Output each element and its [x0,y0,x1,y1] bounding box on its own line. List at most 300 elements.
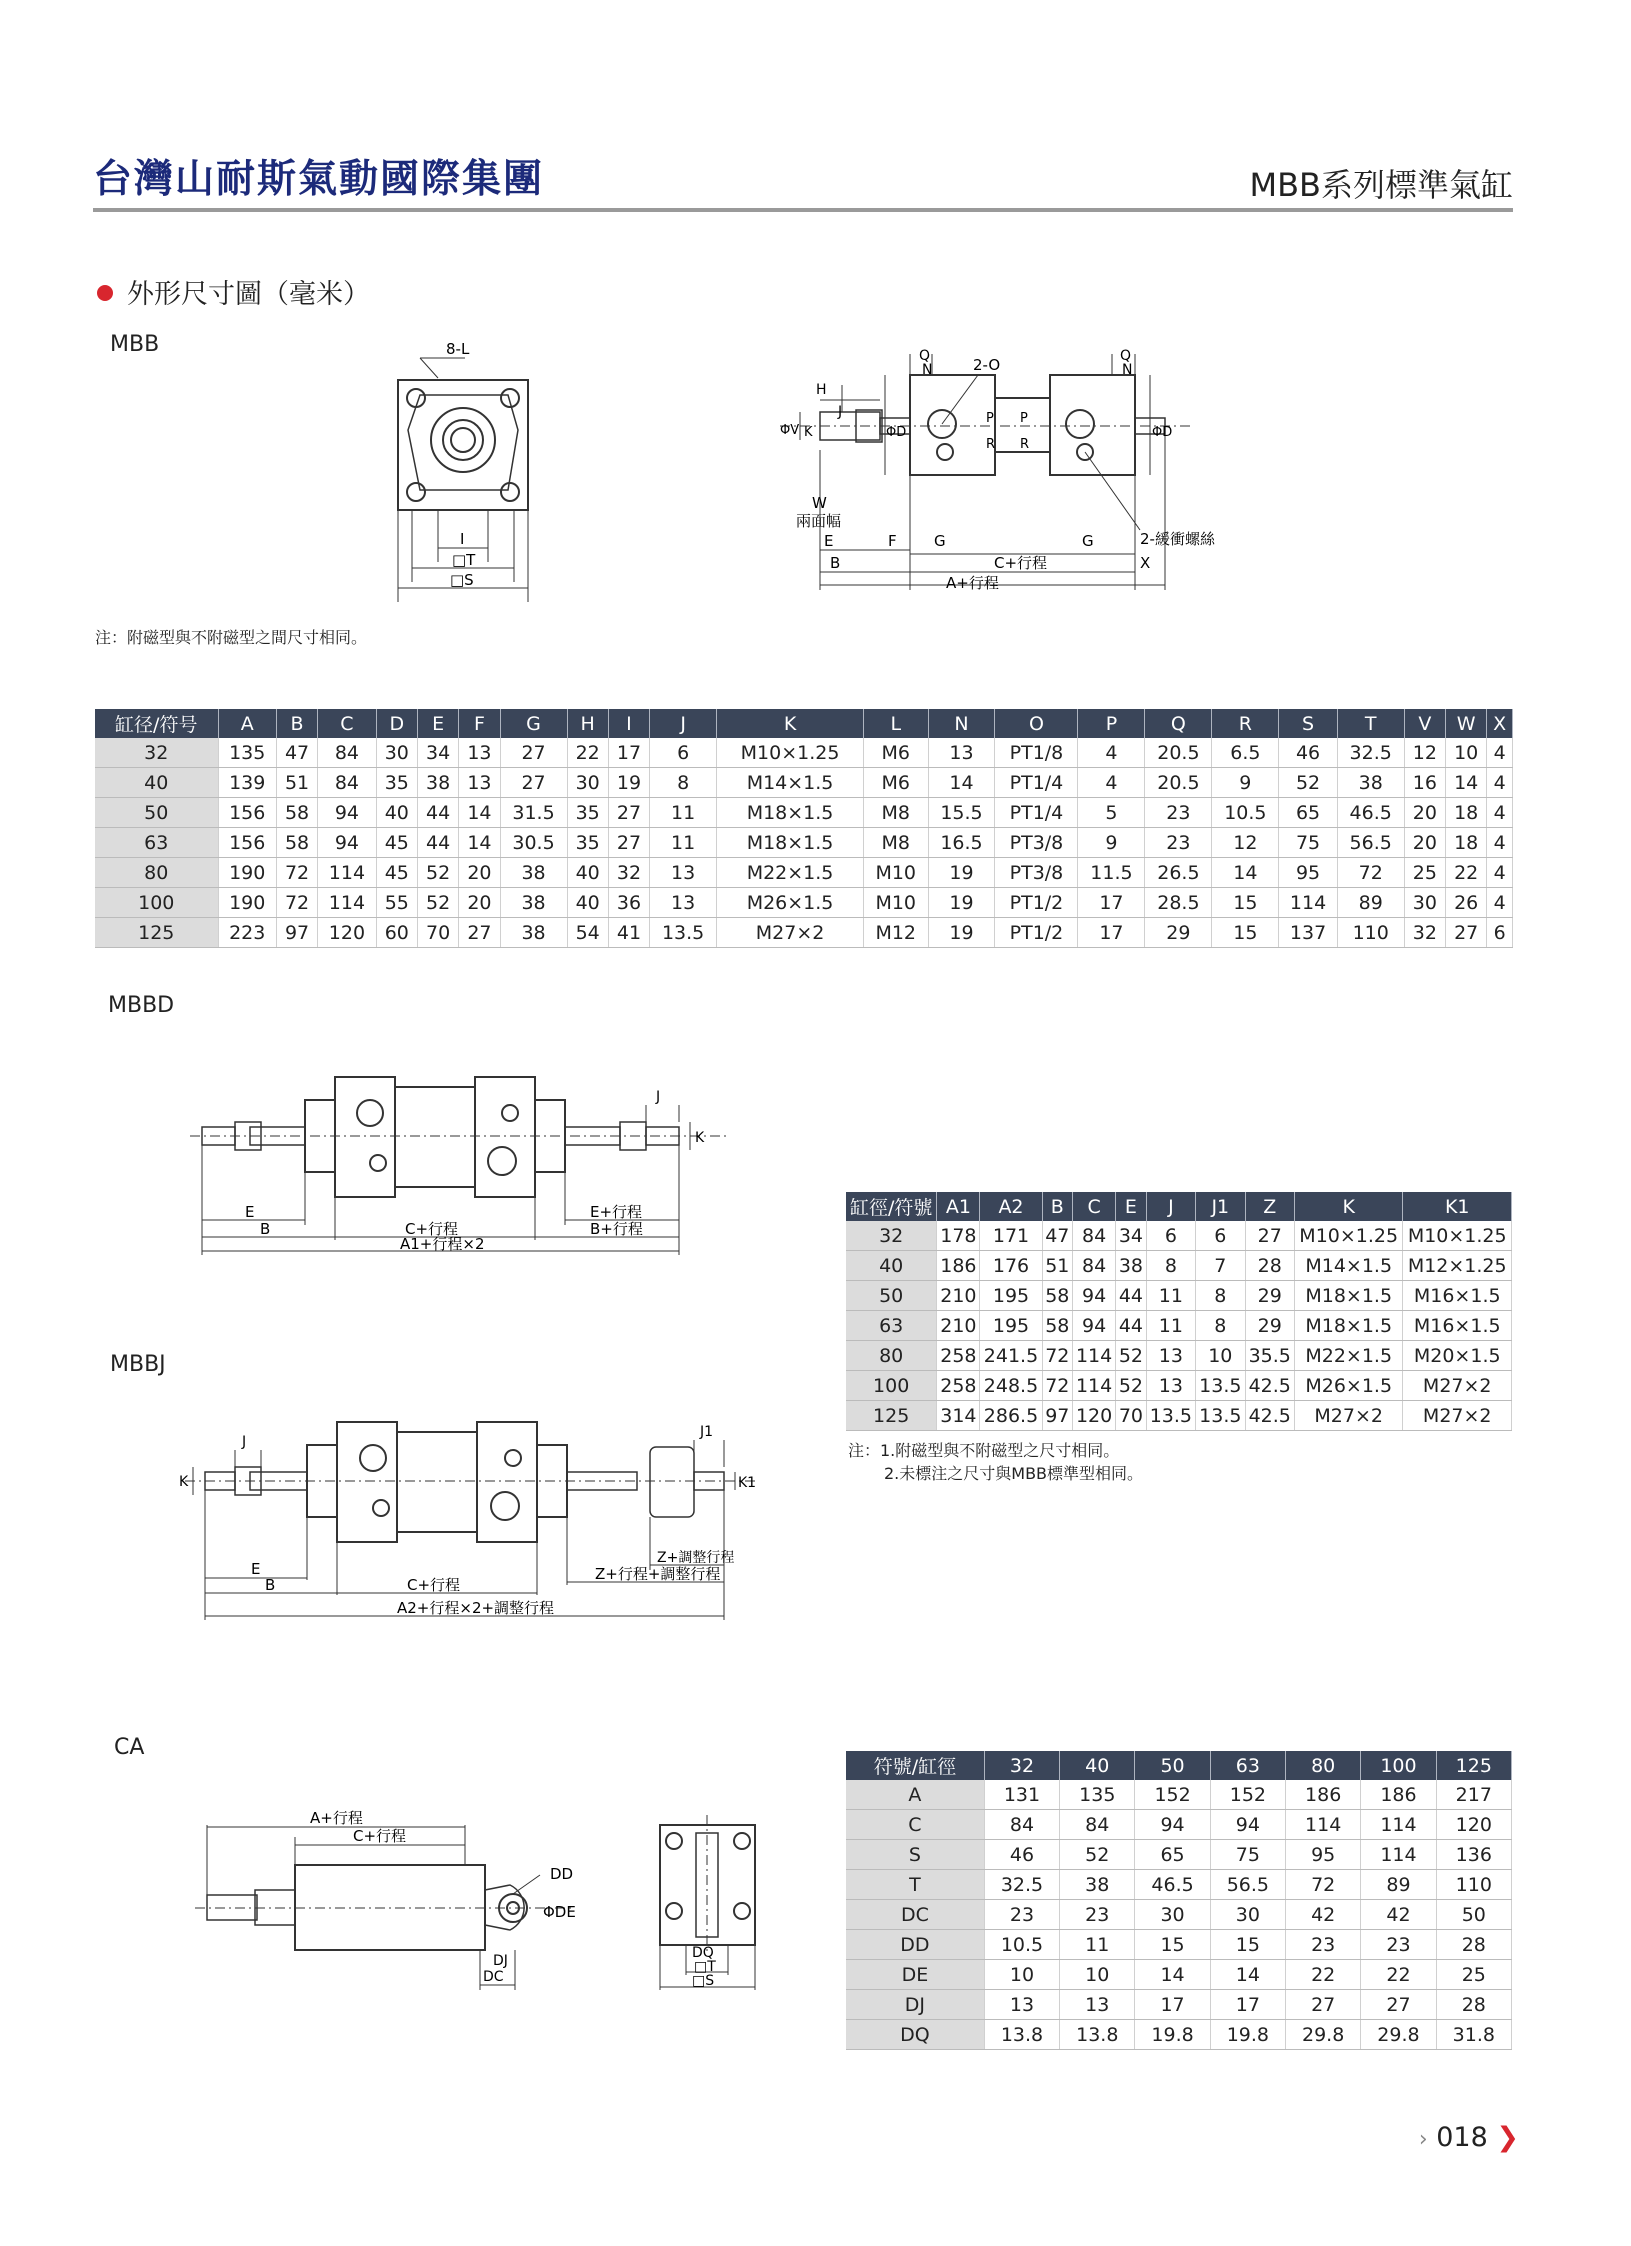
mbb-table-header-cell: I [608,709,649,738]
mbbd-table-cell: 34 [1116,1221,1147,1251]
mbb-table-cell: 13 [650,888,717,918]
mbb-table-cell: 14 [459,828,500,858]
dim-h: H [816,382,827,398]
mbb-table-cell: 32.5 [1337,738,1404,768]
ca-table-cell: 94 [1135,1810,1210,1840]
mbb-table-cell: 17 [1078,888,1145,918]
mbb-table-header-cell: C [318,709,376,738]
ca-table-cell: 10 [984,1960,1059,1990]
company-name: 台灣山耐斯氣動國際集團 [93,157,545,202]
ca-table-cell: DQ [846,2020,984,2050]
ca-table-cell: DE [846,1960,984,1990]
mbb-table-cell: 50 [95,798,218,828]
ca-table-cell: 13.8 [984,2020,1059,2050]
mbbd-table-cell: 8 [1196,1311,1245,1341]
mbb-table-cell: 19 [928,888,995,918]
mbb-table-cell: 8 [650,768,717,798]
mbb-table-cell: 4 [1487,738,1513,768]
ca-table-row [846,1810,1512,1840]
ca-table-cell: 14 [1210,1960,1285,1990]
mbb-table-cell: 17 [1078,918,1145,948]
mbb-table-header-cell: A [218,709,276,738]
mbbd-table-cell: 120 [1073,1401,1116,1431]
mbbd-table-cell: 186 [937,1251,980,1281]
mbbd-table-cell: 195 [980,1311,1042,1341]
ca-table-cell: 84 [1060,1810,1135,1840]
mbb-table-cell: 63 [95,828,218,858]
mbbd-table-cell: 70 [1116,1401,1147,1431]
ca-table-cell: 152 [1210,1780,1285,1810]
mbb-table-cell: 20.5 [1145,768,1212,798]
mbb-table-cell: 20 [459,858,500,888]
mbb-table-header-cell: B [276,709,317,738]
mbbd-table-cell: 42.5 [1245,1401,1294,1431]
mbbd-dim-e: E [245,1203,255,1221]
mbb-table-cell: M10 [864,888,929,918]
mbbd-table-cell: 286.5 [980,1401,1042,1431]
mbb-table-cell: 55 [376,888,417,918]
mbb-table-cell: 30.5 [500,828,567,858]
ca-table-header-cell: 32 [984,1751,1059,1780]
ca-dim-t: □T [694,1959,716,1975]
ca-dimension-table [846,1751,1512,2050]
dim-x: X [1140,554,1151,572]
mbb-table-cell: 223 [218,918,276,948]
mbb-table-cell: 4 [1078,738,1145,768]
mbb-table-cell: M18×1.5 [717,828,864,858]
mbb-table-cell: 27 [500,768,567,798]
dim-a-stroke: A+行程 [946,574,999,592]
mbb-table-cell: 46.5 [1337,798,1404,828]
mbbd-dim-a1: A1+行程×2 [400,1235,485,1253]
mbb-table-cell: 13 [459,768,500,798]
ca-table-cell: 17 [1210,1990,1285,2020]
dim-g-rear: G [1082,532,1094,550]
port-rear [1066,410,1094,438]
mbbd-table-cell: 7 [1196,1251,1245,1281]
mbbj-label: MBBJ [110,1352,166,1377]
ca-table-cell: 217 [1436,1780,1511,1810]
section-title [97,272,370,311]
mbbd-table-cell: 72 [1042,1341,1073,1371]
chevron-right-icon: › [1418,2127,1428,2152]
ca-table-cell: 152 [1135,1780,1210,1810]
ca-table-cell: 13.8 [1060,2020,1135,2050]
mbb-table-header-cell: P [1078,709,1145,738]
mbb-table-header-cell: S [1279,709,1337,738]
arrow-right-icon: ❯ [1496,2122,1519,2153]
mbb-side-view [720,340,1240,600]
ca-dim-phide: ΦDE [543,1903,576,1921]
mbbd-table-cell: 44 [1116,1281,1147,1311]
ca-table-header-cell: 40 [1060,1751,1135,1780]
mbb-table-row [95,738,1513,768]
dim-p2: P [1020,411,1028,426]
mbb-table-cell: 80 [95,858,218,888]
mbbd-table-cell: 27 [1245,1221,1294,1251]
mbbj-drawing [179,1410,785,1625]
mbbd-table-cell: 125 [846,1401,937,1431]
mbb-table-cell: M12 [864,918,929,948]
mbb-table-cell: 114 [318,888,376,918]
dim-2o: 2-O [973,356,1001,374]
mbbd-table-cell: 63 [846,1311,937,1341]
mbb-table-cell: M6 [864,738,929,768]
ca-table-header-cell: 50 [1135,1751,1210,1780]
mbb-table-cell: 15 [1212,918,1279,948]
dim-c-stroke: C+行程 [994,554,1048,572]
mbb-table-cell: 11 [650,798,717,828]
mbbd-table-header-cell: C [1073,1192,1116,1221]
mbb-table-cell: 19 [928,858,995,888]
ca-table-cell: 46.5 [1135,1870,1210,1900]
mbbd-table-cell: 210 [937,1281,980,1311]
ca-table-cell: 110 [1436,1870,1511,1900]
mbbd-table-cell: 38 [1116,1251,1147,1281]
mbbd-table-cell: 258 [937,1341,980,1371]
mbb-table-header-cell: K [717,709,864,738]
mbb-table-header-cell: F [459,709,500,738]
mbb-table-cell: 190 [218,888,276,918]
mbbd-dim-b: B [260,1220,271,1238]
mbb-table-cell: 23 [1145,798,1212,828]
mbb-table-cell: 58 [276,798,317,828]
mbbd-table-cell: 178 [937,1221,980,1251]
ca-table-cell: 19.8 [1210,2020,1285,2050]
mbbd-table-cell: 84 [1073,1221,1116,1251]
mbbd-table-cell: 42.5 [1245,1371,1294,1401]
dim-phid-rear: ΦD [1152,425,1173,440]
ca-table-cell: 46 [984,1840,1059,1870]
mbb-table-header-cell: O [995,709,1078,738]
mbb-table-cell: 12 [1404,738,1445,768]
mbb-table-cell: 27 [608,828,649,858]
bullet-icon [97,285,113,301]
mbb-front-view [380,340,560,600]
ca-table-cell: 135 [1060,1780,1135,1810]
mbb-table-cell: 4 [1487,798,1513,828]
mbb-table-header-cell: V [1404,709,1445,738]
ca-table-header-cell: 符號/缸徑 [846,1751,984,1780]
ca-table-cell: 95 [1286,1840,1361,1870]
mbbd-note-2: 2.未標注之尺寸與MBB標準型相同。 [884,1464,1144,1483]
mbb-table-cell: 23 [1145,828,1212,858]
mbb-table-cell: 84 [318,738,376,768]
ca-table-cell: 23 [1060,1900,1135,1930]
ca-table-cell: 50 [1436,1900,1511,1930]
mbb-table-cell: 27 [500,738,567,768]
mbb-table-cell: 38 [417,768,458,798]
mbb-table-cell: 35 [567,798,608,828]
mbb-table-cell: 46 [1279,738,1337,768]
dim-e: E [824,532,834,550]
ca-table-cell: 15 [1135,1930,1210,1960]
ca-table-cell: 14 [1135,1960,1210,1990]
dim-r: R [986,437,996,452]
dim-phiv: ΦV [780,423,800,438]
mbbd-table-header-cell: A1 [937,1192,980,1221]
dim-i: I [460,530,465,548]
mbb-table-cell: 9 [1078,828,1145,858]
mbb-table-cell: 27 [1446,918,1487,948]
dim-r2: R [1020,437,1030,452]
mbb-table-header-cell: E [417,709,458,738]
mbb-table-cell: 10.5 [1212,798,1279,828]
dim-8l: 8-L [446,340,470,358]
mbbd-table-header-cell: K1 [1403,1192,1512,1221]
mbbd-table-row [846,1371,1512,1401]
mbbj-dim-k1: K1 [738,1475,757,1491]
mbbd-table-cell: 13.5 [1196,1371,1245,1401]
mbbd-table-cell: 11 [1146,1311,1195,1341]
ca-table-cell: 13 [984,1990,1059,2020]
mbb-table-cell: 45 [376,858,417,888]
ca-table-cell: 29.8 [1286,2020,1361,2050]
mbbd-front-cover [335,1077,395,1197]
mbb-table-header-cell: J [650,709,717,738]
floating-joint [650,1447,694,1517]
mbbd-table-cell: 94 [1073,1281,1116,1311]
ca-table-cell: 13 [1060,1990,1135,2020]
mbb-table-cell: 94 [318,798,376,828]
dim-phid: ΦD [886,425,907,440]
ca-table-cell: 15 [1210,1930,1285,1960]
mbb-table-cell: 40 [567,858,608,888]
mbb-table-cell: 6.5 [1212,738,1279,768]
mbbd-table-cell: 35.5 [1245,1341,1294,1371]
mbb-table-header-cell: D [376,709,417,738]
mbb-label: MBB [110,332,160,357]
mbb-table-cell: 110 [1337,918,1404,948]
ca-table-cell: DC [846,1900,984,1930]
mbb-table-cell: M22×1.5 [717,858,864,888]
mbb-table-cell: 60 [376,918,417,948]
mbbd-table-cell: 52 [1116,1341,1147,1371]
ca-table-cell: 27 [1361,1990,1436,2020]
mbb-table-cell: 72 [276,888,317,918]
ca-side-drawing [195,1805,615,1995]
ca-table-cell: 28 [1436,1990,1511,2020]
ca-table-cell: 131 [984,1780,1059,1810]
mbb-table-row [95,768,1513,798]
mbbd-table-header-cell: B [1042,1192,1073,1221]
mbb-table-cell: 10 [1446,738,1487,768]
mbbd-table-cell: 58 [1042,1311,1073,1341]
mbb-table-cell: 125 [95,918,218,948]
mbb-table-cell: 137 [1279,918,1337,948]
front-cover [910,375,995,475]
mbb-table-cell: 72 [1337,858,1404,888]
mbbd-table-cell: 58 [1042,1281,1073,1311]
mbbd-table-cell: M14×1.5 [1294,1251,1402,1281]
mbbd-table-cell: 29 [1245,1281,1294,1311]
mbbd-table-cell: 114 [1073,1341,1116,1371]
mbbd-table-row [846,1251,1512,1281]
ca-table-cell: 23 [1286,1930,1361,1960]
ca-table-cell: 186 [1361,1780,1436,1810]
mbb-table-cell: 26.5 [1145,858,1212,888]
ca-table-cell: 17 [1135,1990,1210,2020]
dim-b: B [830,554,841,572]
mbbd-table-cell: 6 [1146,1221,1195,1251]
mbb-table-cell: 13.5 [650,918,717,948]
mbb-table-cell: PT1/4 [995,768,1078,798]
ca-table-row [846,1780,1512,1810]
mbbd-table-cell: 258 [937,1371,980,1401]
mbb-table-cell: 51 [276,768,317,798]
section-title-text: 外形尺寸圖（毫米） [127,279,370,310]
mbbd-mbbj-table [846,1192,1512,1431]
ca-table-cell: 30 [1210,1900,1285,1930]
mbbd-table-cell: M16×1.5 [1403,1311,1512,1341]
mbbj-dim-e: E [251,1560,261,1578]
ca-dim-dc: DC [483,1969,504,1985]
page-number-text: 018 [1436,2122,1488,2153]
dim-j: J [838,404,843,420]
mbbd-table-cell: 100 [846,1371,937,1401]
dim-f: F [888,532,897,550]
ca-front-drawing [650,1815,770,1995]
mbb-table-cell: 27 [459,918,500,948]
ca-table-cell: 42 [1286,1900,1361,1930]
mbb-table-cell: 114 [318,858,376,888]
dim-k: K [804,425,813,440]
mbb-table-cell: 14 [1212,858,1279,888]
mbb-table-cell: 38 [500,858,567,888]
mbbd-table-cell: 32 [846,1221,937,1251]
mbb-table-cell: 12 [1212,828,1279,858]
dim-g: G [934,532,946,550]
mbbj-dim-z-stroke-adj: Z+行程+調整行程 [595,1565,721,1583]
mbb-table-cell: 35 [567,828,608,858]
mbb-table-row [95,888,1513,918]
mbbd-table-cell: 248.5 [980,1371,1042,1401]
mbbd-table-cell: M10×1.25 [1403,1221,1512,1251]
bore-inner [443,420,483,460]
mbbd-table-cell: 8 [1146,1251,1195,1281]
mbbd-table-cell: 210 [937,1311,980,1341]
mbb-table-cell: 139 [218,768,276,798]
mbbd-table-cell: M18×1.5 [1294,1311,1402,1341]
mbbd-dim-b-stroke: B+行程 [590,1220,643,1238]
mbbj-dim-a2: A2+行程×2+調整行程 [397,1599,555,1617]
mbb-table-row [95,798,1513,828]
mbb-table-cell: 13 [928,738,995,768]
mbb-table-row [95,858,1513,888]
rod-circle [451,428,475,452]
header-divider [93,208,1513,212]
mbb-table-cell: 54 [567,918,608,948]
ca-table-row [846,1960,1512,1990]
ca-table-cell: 186 [1286,1780,1361,1810]
mbbj-dim-c-stroke: C+行程 [407,1576,461,1594]
ca-table-cell: 84 [984,1810,1059,1840]
mbb-table-cell: 58 [276,828,317,858]
mbbd-table-cell: 13.5 [1196,1401,1245,1431]
mbb-table-header-cell: Q [1145,709,1212,738]
mbb-table-cell: 14 [928,768,995,798]
mbb-table-cell: 89 [1337,888,1404,918]
mbb-table-cell: 20 [1404,798,1445,828]
ca-dim-s: □S [692,1973,715,1989]
mbb-table-cell: 19 [608,768,649,798]
mbbd-table-cell: M18×1.5 [1294,1281,1402,1311]
mbbd-table-cell: 50 [846,1281,937,1311]
mbb-table-cell: 44 [417,828,458,858]
mbb-table-cell: 20 [459,888,500,918]
mbb-table-cell: 20.5 [1145,738,1212,768]
mbb-table-cell: PT1/8 [995,738,1078,768]
ca-table-cell: 52 [1060,1840,1135,1870]
mbb-table-cell: M8 [864,798,929,828]
mbb-table-cell: 27 [608,798,649,828]
mbbd-table-row [846,1311,1512,1341]
dim-p: P [986,411,994,426]
mbb-table-cell: PT1/2 [995,888,1078,918]
mbb-table-header-cell: 缸径/符号 [95,709,218,738]
ca-table-cell: 29.8 [1361,2020,1436,2050]
mbb-table-cell: 17 [608,738,649,768]
mbbd-table-cell: 44 [1116,1311,1147,1341]
ca-table-cell: 72 [1286,1870,1361,1900]
mbb-table-cell: 5 [1078,798,1145,828]
ca-table-cell: DD [846,1930,984,1960]
mbb-table-header-cell: R [1212,709,1279,738]
mbb-table-cell: M6 [864,768,929,798]
dim-n: N [922,362,933,378]
ca-table-header-cell: 63 [1210,1751,1285,1780]
ca-table-cell: 22 [1361,1960,1436,1990]
series-title: MBB系列標準氣缸 [1249,166,1513,204]
mbb-table-cell: 40 [376,798,417,828]
ca-table-row [846,1930,1512,1960]
ca-table-cell: A [846,1780,984,1810]
mbbd-note-1: 注：1.附磁型與不附磁型之尺寸相同。 [848,1441,1120,1460]
ca-table-cell: 114 [1361,1840,1436,1870]
mbbj-dim-k: K [179,1474,189,1490]
mbbd-dim-e-stroke: E+行程 [590,1203,643,1221]
ca-dim-dq: DQ [692,1945,714,1961]
mbb-table-cell: 14 [1446,768,1487,798]
mbb-table-header-cell: X [1487,709,1513,738]
mbb-table-cell: M27×2 [717,918,864,948]
mbb-table-cell: 40 [567,888,608,918]
mbbd-table-row [846,1221,1512,1251]
mbb-table-cell: 97 [276,918,317,948]
mbb-note: 注：附磁型與不附磁型之間尺寸相同。 [95,628,368,647]
ca-table-cell: 75 [1210,1840,1285,1870]
mbb-table-cell: 29 [1145,918,1212,948]
mbb-table-header-cell: N [928,709,995,738]
mbb-table-header-cell: W [1446,709,1487,738]
mbb-table-cell: M26×1.5 [717,888,864,918]
mbbd-label: MBBD [108,993,175,1018]
mbbj-dim-b: B [265,1576,276,1594]
mbb-table-cell: 32 [1404,918,1445,948]
ca-table-cell: 114 [1286,1810,1361,1840]
ca-table-cell: 10.5 [984,1930,1059,1960]
ca-dim-dd: DD [550,1865,574,1883]
ca-table-cell: 23 [984,1900,1059,1930]
mbb-table-cell: 4 [1487,828,1513,858]
mbb-table-cell: 16.5 [928,828,995,858]
mbbd-table-cell: 8 [1196,1281,1245,1311]
mbb-table-cell: 13 [459,738,500,768]
dim-two-face: 兩面幅 [796,512,842,530]
mbb-table-cell: PT3/8 [995,828,1078,858]
ca-table-cell: 32.5 [984,1870,1059,1900]
mbbd-table-cell: 47 [1042,1221,1073,1251]
